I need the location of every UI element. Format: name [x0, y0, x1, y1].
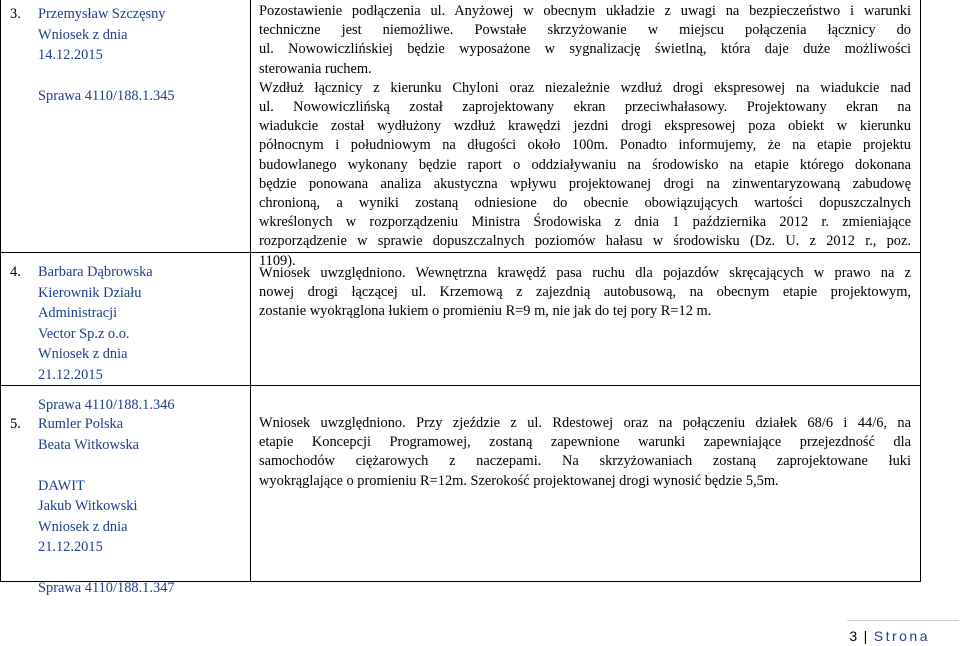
- response-line: będzie ponowana analiza akustyczna wpływu projektowanej drogi na zinwentaryzowaną zabudowę: [259, 175, 911, 192]
- response-line: techniczne jest niemożliwe. Powstałe skrzyżowanie w miejscu połączenia łącznicy do: [259, 22, 911, 39]
- response-line: wyokrąglające o promieniu R=12m. Szerokość projektowanej drogi wynosić będzie 5,5m.: [259, 472, 779, 489]
- table-row-4-response: [259, 264, 911, 322]
- request-label: Wniosek z dnia: [38, 518, 128, 535]
- applicant-title: Kierownik Działu: [38, 284, 142, 301]
- footer-separator: |: [863, 628, 868, 644]
- response-line: 1109).: [259, 252, 296, 269]
- applicant-name: Beata Witkowska: [38, 436, 140, 453]
- table-row-5-response: [259, 414, 911, 491]
- response-line: Wzdłuż łącznicy z kierunku Chyloni oraz niezależnie wzdłuż drogi ekspresowej na wiadukcie nad: [259, 79, 911, 96]
- request-date: 21.12.2015: [38, 366, 103, 383]
- table-row-3-response: [259, 2, 911, 271]
- case-number: Sprawa 4110/188.1.345: [38, 88, 175, 104]
- applicant-name: Jakub Witkowski: [38, 498, 138, 514]
- response-line: budowlanego wykonany będzie raport o oddziaływaniu na środowisko na etapie którego dokonana: [259, 156, 911, 173]
- response-line: Wniosek uwzględniono. Wewnętrzna krawędź pasa ruchu dla pojazdów skręcających w prawo na z: [259, 265, 911, 281]
- applicant-company: DAWIT: [38, 477, 85, 494]
- response-line: etapie Koncepcji Programowej, zostaną zapewnione warunki zapewniające przejezdność dla: [259, 434, 911, 451]
- applicant-name: Przemysław Szczęsny: [38, 6, 166, 22]
- response-line: nowej drogi łączącej ul. Krzemową z zajezdnią autobusową, na obecnym etapie projektowym,: [259, 284, 911, 301]
- case-number: Sprawa 4110/188.1.347: [38, 580, 175, 596]
- applicant-company: Vector Sp.z o.o.: [38, 325, 130, 342]
- row-number: 5.: [10, 416, 21, 432]
- response-line: samochodów ciężarowych z naczepami. Na skrzyżowaniach zostaną zaprojektowane łuki: [259, 453, 911, 470]
- case-number: Sprawa 4110/188.1.346: [38, 397, 175, 413]
- response-line: ul. Nowowiczlińską został zaprojektowany ekran przeciwhałasowy. Projektowany ekran na: [259, 99, 911, 116]
- applicant-company: Rumler Polska: [38, 416, 124, 432]
- table-row-divider: [0, 385, 921, 386]
- table-left-border: [0, 0, 1, 582]
- response-line: ul. Nowowiczlińskiej będzie wyposażone w sygnalizację świetlną, która daje duże możliwości: [259, 41, 911, 58]
- response-line: Pozostawienie podłączenia ul. Anyżowej w obecnym układzie z uwagi na bezpieczeństwo i warunki: [259, 3, 911, 19]
- table-right-border: [920, 0, 921, 582]
- response-line: zostanie wyokrąglona łukiem o promieniu R=9 m, nie jak do tej pory R=12 m.: [259, 303, 712, 320]
- request-date: 14.12.2015: [38, 47, 103, 63]
- request-date: 21.12.2015: [38, 539, 103, 555]
- response-line: Wniosek uwzględniono. Przy zjeździe z ul. Rdestowej oraz na połączeniu działek 68/6 i 44/6, na: [259, 415, 911, 431]
- row-number: 4.: [10, 264, 21, 280]
- response-line: rozporządzenie w sprawie dopuszczalnych poziomów hałasu w środowisku (Dz. U. z 2012 r., poz.: [259, 233, 911, 250]
- response-line: chronioną, a wyniki zostaną odniesione do obecnie obowiązujących wartości dopuszczalnych: [259, 195, 911, 212]
- applicant-name: Barbara Dąbrowska: [38, 264, 153, 280]
- page-footer: [849, 628, 930, 644]
- response-line: sterowania ruchem.: [259, 60, 372, 77]
- applicant-department: Administracji: [38, 305, 118, 321]
- footer-rule: [847, 620, 959, 621]
- response-line: wiadukcie został wydłużony wzdłuż krawędzi jezdni drogi ekspresowej poza obiekt w kierunku: [259, 118, 911, 135]
- request-label: Wniosek z dnia: [38, 26, 128, 43]
- row-number: 3.: [10, 6, 21, 22]
- response-line: północnym i południowym na długości około 100m. Ponadto informujemy, że na etapie projektu: [259, 137, 911, 154]
- response-line: wkreślonych w rozporządzeniu Ministra Środowiska z dnia 1 października 2012 r. zmieniające: [259, 214, 911, 231]
- table-column-divider: [250, 0, 251, 582]
- request-label: Wniosek z dnia: [38, 346, 128, 362]
- page-label: Strona: [873, 628, 930, 644]
- page-number: 3: [849, 628, 858, 644]
